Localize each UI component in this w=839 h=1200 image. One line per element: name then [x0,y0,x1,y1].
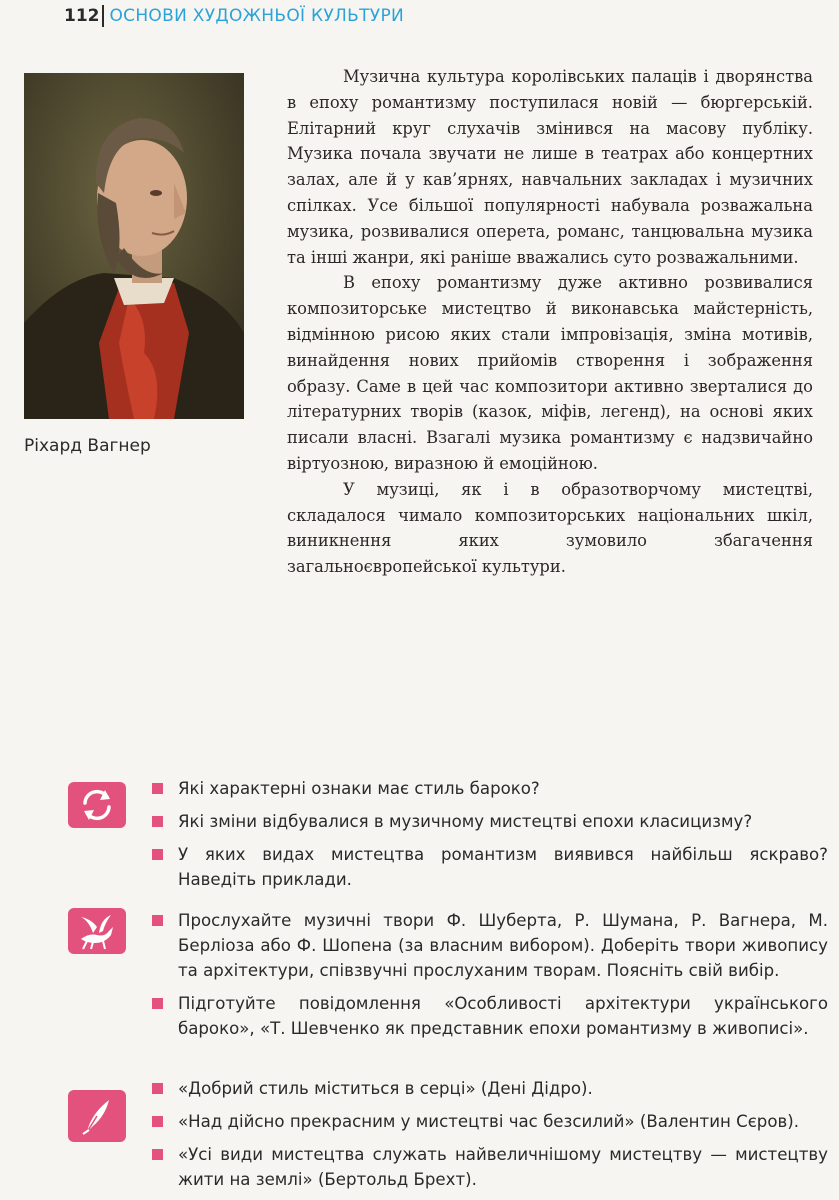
quotes-list [152,1076,828,1200]
book-title: ОСНОВИ ХУДОЖНЬОЇ КУЛЬТУРИ [109,6,405,26]
header-divider [102,5,104,27]
list-item: Підготуйте повідомлення «Особливості архітектури українського бароко», «Т. Шевченко як представник епохи романтизму в живописі». [152,991,828,1041]
bullet-icon [152,915,163,926]
list-item: Які характерні ознаки має стиль бароко? [152,776,828,801]
list-item: «Над дійсно прекрасним у мистецтві час безсилий» (Валентин Сєров). [152,1109,828,1134]
list-item: «Добрий стиль міститься в серці» (Дені Дідро). [152,1076,828,1101]
portrait-image [24,73,244,419]
bullet-icon [152,849,163,860]
portrait-caption: Ріхард Вагнер [24,436,151,456]
bullet-icon [152,816,163,827]
list-item: «Усі види мистецтва служать найвеличнішому мистецтву — мистецтву жити на землі» (Бертольд Брехт). [152,1142,828,1192]
paragraph: В епоху романтизму дуже активно розвивалися композиторське мистецтво й виконавська майстерність, відмінною рисою яких стали імпровізація, зміна мотивів, винайдення нових прийомів створення і зображення образу. Саме в цей час композитори активно зверталися до літературних творів (казок, міфів, легенд), на основі яких писали власні. Взагалі музика романтизму є надзвичайно віртуозною, виразною й емоційною. [287,273,813,473]
bullet-icon [152,998,163,1009]
tasks-list [152,908,828,1049]
bullet-icon [152,783,163,794]
paragraph: Музична культура королівських палаців і дворянства в епоху романтизму поступилася новій — бюргерській. Елітарний круг слухачів змінився на масову публіку. Музика почала звучати не лише в театрах або концертних залах, але й у кав’ярнях, навчальних закладах і музичних спілках. Усе більшої популярності набувала розважальна музика, розвивалися оперета, романс, танцювальна музика та інші жанри, які раніше вважались суто розважальними. [287,67,813,267]
list-item: Прослухайте музичні твори Ф. Шуберта, Р. Шумана, Р. Вагнера, М. Берліоза або Ф. Шопена (за власним вибором). Доберіть твори живопису та архітектури, співзвучні прослуханим творам. Поясніть свій вибір. [152,908,828,983]
bullet-icon [152,1149,163,1160]
list-item: Які зміни відбувалися в музичному мистецтві епохи класицизму? [152,809,828,834]
bullet-icon [152,1083,163,1094]
refresh-icon [68,782,126,828]
quill-icon [68,1090,126,1142]
list-item: У яких видах мистецтва романтизм виявився найбільш яскраво? Наведіть приклади. [152,842,828,892]
questions-list [152,776,828,900]
page-number: 112 [64,6,100,26]
page-header [64,2,404,30]
bullet-icon [152,1116,163,1127]
paragraph: У музиці, як і в образотворчому мистецтві, складалося чимало композиторських національних шкіл, виникнення яких зумовило збагачення загальноєвропейської культури. [287,479,813,577]
main-text [287,64,813,580]
pegasus-icon [68,908,126,954]
